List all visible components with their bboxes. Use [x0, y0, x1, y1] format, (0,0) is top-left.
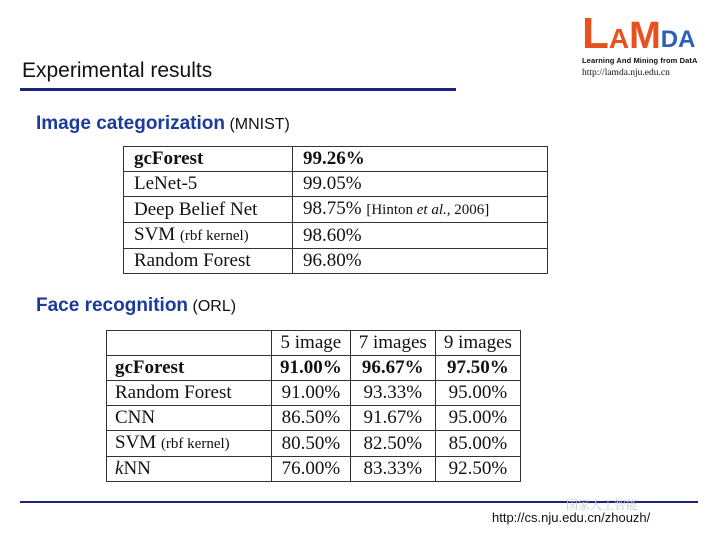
- table-row: [124, 197, 548, 223]
- header-cell: 9 images: [435, 331, 520, 356]
- logo-letter-m: M: [629, 15, 661, 57]
- value-cell: 83.33%: [350, 457, 435, 482]
- value-cell: 91.00%: [272, 381, 351, 406]
- value-cell: 93.33%: [350, 381, 435, 406]
- value-cell: 76.00%: [272, 457, 351, 482]
- table-row: [124, 147, 548, 172]
- table-row: [107, 457, 521, 482]
- logo-letter-l: L: [582, 9, 609, 58]
- method-name: NN: [123, 458, 151, 479]
- method-cell: Random Forest: [124, 249, 293, 274]
- value-cell: 96.67%: [350, 356, 435, 381]
- accuracy-cell: 99.26%: [293, 147, 548, 172]
- watermark: 国家人工智能: [566, 498, 639, 512]
- lamda-logo: [582, 9, 706, 78]
- logo-mark: [582, 9, 706, 58]
- table-row: [107, 356, 521, 381]
- header-cell-empty: [107, 331, 272, 356]
- logo-letter-a: A: [608, 23, 630, 54]
- citation-prefix: [Hinton: [366, 202, 417, 218]
- method-cell: gcForest: [107, 356, 272, 381]
- section-heading-face-recognition: [36, 295, 236, 317]
- accuracy-cell: 99.05%: [293, 172, 548, 197]
- method-cell: Random Forest: [107, 381, 272, 406]
- table-row: [124, 172, 548, 197]
- footer-url: http://cs.nju.edu.cn/zhouzh/: [492, 510, 651, 525]
- table-row: [107, 431, 521, 457]
- logo-url: http://lamda.nju.edu.cn: [582, 68, 670, 78]
- table-row: [124, 223, 548, 249]
- citation-etal: et al.: [416, 202, 447, 218]
- logo-tagline: Learning And Mining from DatA: [582, 56, 698, 65]
- method-name: SVM: [115, 432, 157, 453]
- value-cell: 97.50%: [435, 356, 520, 381]
- accuracy-cell: 98.60%: [293, 223, 548, 249]
- accuracy-cell: 96.80%: [293, 249, 548, 274]
- method-cell: CNN: [107, 406, 272, 431]
- citation-suffix: , 2006]: [446, 202, 490, 218]
- table-header-row: [107, 331, 521, 356]
- method-cell: [124, 223, 293, 249]
- accuracy-cell: [293, 197, 548, 223]
- value-cell: 91.00%: [272, 356, 351, 381]
- method-note: (rbf kernel): [160, 436, 230, 452]
- method-cell: Deep Belief Net: [124, 197, 293, 223]
- header-cell: 5 image: [272, 331, 351, 356]
- section-title: Image categorization: [36, 113, 225, 134]
- header-cell: 7 images: [350, 331, 435, 356]
- method-note: (rbf kernel): [179, 228, 249, 244]
- title-underline: [20, 88, 456, 91]
- method-cell: gcForest: [124, 147, 293, 172]
- section-subtitle: (ORL): [192, 298, 237, 315]
- method-cell: [107, 431, 272, 457]
- orl-results-table: [106, 330, 521, 482]
- method-cell: [107, 457, 272, 482]
- section-heading-image-categorization: [36, 113, 290, 135]
- value-cell: 80.50%: [272, 431, 351, 457]
- citation: [366, 202, 489, 218]
- accuracy-value: 98.75%: [303, 198, 362, 219]
- value-cell: 85.00%: [435, 431, 520, 457]
- section-title: Face recognition: [36, 295, 189, 316]
- method-cell: LeNet-5: [124, 172, 293, 197]
- value-cell: 82.50%: [350, 431, 435, 457]
- slide-title: Experimental results: [22, 59, 213, 82]
- method-name: SVM: [134, 224, 176, 245]
- value-cell: 95.00%: [435, 381, 520, 406]
- value-cell: 92.50%: [435, 457, 520, 482]
- value-cell: 95.00%: [435, 406, 520, 431]
- value-cell: 86.50%: [272, 406, 351, 431]
- table-row: [124, 249, 548, 274]
- value-cell: 91.67%: [350, 406, 435, 431]
- section-subtitle: (MNIST): [229, 116, 290, 133]
- method-name-italic: k: [115, 458, 124, 479]
- table-row: [107, 406, 521, 431]
- logo-letters-da: DA: [660, 26, 696, 53]
- mnist-results-table: [123, 146, 548, 274]
- table-row: [107, 381, 521, 406]
